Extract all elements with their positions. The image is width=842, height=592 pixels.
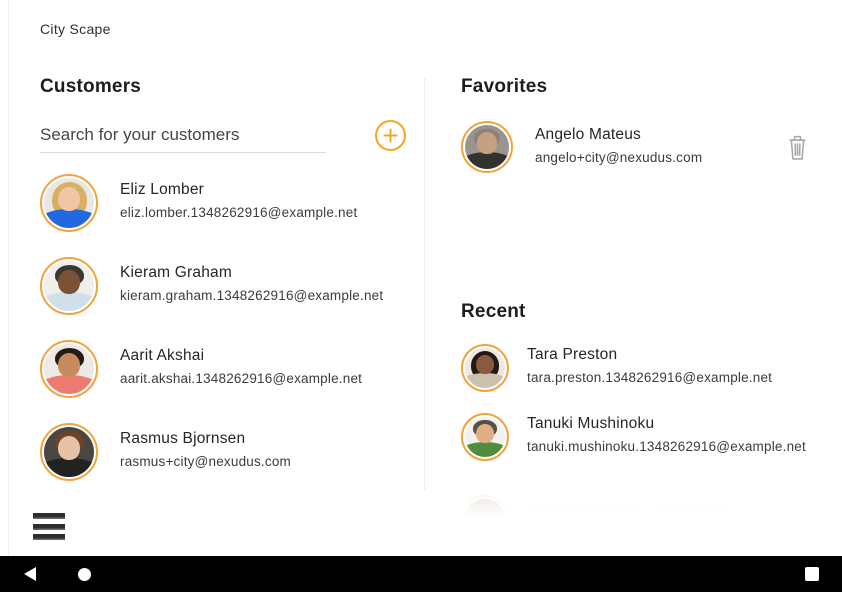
recent-email: tanuki.mushinoku.1348262916@example.net bbox=[527, 439, 806, 454]
home-button[interactable] bbox=[62, 556, 106, 592]
customer-list bbox=[40, 174, 396, 481]
overview-icon bbox=[805, 567, 819, 581]
customer-name: Rasmus Bjornsen bbox=[120, 430, 246, 447]
overview-button[interactable] bbox=[790, 556, 834, 592]
avatar bbox=[461, 413, 509, 461]
avatar bbox=[461, 121, 513, 173]
avatar bbox=[40, 174, 98, 232]
customer-name: Kieram Graham bbox=[120, 264, 232, 281]
customer-name: Aarit Akshai bbox=[120, 347, 205, 364]
customer-email: aarit.akshai.1348262916@example.net bbox=[120, 371, 363, 386]
customer-list-item[interactable] bbox=[40, 340, 396, 398]
trash-icon bbox=[787, 135, 808, 161]
faded-text bbox=[656, 504, 726, 511]
recent-list-item-cutoff[interactable] bbox=[461, 495, 810, 517]
customer-list-item[interactable] bbox=[40, 174, 396, 232]
customer-email: rasmus+city@nexudus.com bbox=[120, 454, 291, 469]
customer-list-item[interactable] bbox=[40, 423, 396, 481]
recent-list bbox=[461, 344, 810, 517]
avatar bbox=[40, 423, 98, 481]
avatar bbox=[40, 257, 98, 315]
favorite-name: Angelo Mateus bbox=[535, 126, 641, 143]
recent-name: Tanuki Mushinoku bbox=[527, 415, 655, 432]
favorite-email: angelo+city@nexudus.com bbox=[535, 150, 703, 165]
customer-email: kieram.graham.1348262916@example.net bbox=[120, 288, 384, 303]
column-divider bbox=[424, 78, 425, 490]
menu-button[interactable] bbox=[33, 513, 65, 540]
customers-section bbox=[40, 76, 396, 481]
delete-favorite-button[interactable] bbox=[785, 133, 810, 166]
customer-email: eliz.lomber.1348262916@example.net bbox=[120, 205, 358, 220]
avatar bbox=[461, 495, 509, 517]
recent-name: Tara Preston bbox=[527, 346, 618, 363]
customers-heading: Customers bbox=[40, 76, 142, 97]
app-title: City Scape bbox=[40, 21, 111, 37]
avatar bbox=[461, 344, 509, 392]
add-customer-button[interactable] bbox=[375, 120, 406, 151]
favorites-heading: Favorites bbox=[461, 76, 548, 97]
customer-search-input[interactable] bbox=[40, 117, 326, 153]
recent-email: tara.preston.1348262916@example.net bbox=[527, 370, 773, 385]
faded-text bbox=[531, 504, 641, 511]
recent-heading: Recent bbox=[461, 301, 526, 322]
back-icon bbox=[24, 567, 36, 581]
window-edge-line bbox=[8, 0, 9, 556]
customer-name: Eliz Lomber bbox=[120, 181, 205, 198]
recent-list-item[interactable] bbox=[461, 344, 810, 392]
favorite-list-item[interactable] bbox=[461, 121, 810, 173]
customer-search-row bbox=[40, 117, 396, 157]
favorites-recent-section bbox=[461, 76, 810, 517]
recent-list-item[interactable] bbox=[461, 413, 810, 461]
hamburger-icon bbox=[33, 513, 65, 519]
back-button[interactable] bbox=[8, 556, 52, 592]
plus-icon bbox=[383, 128, 398, 143]
home-icon bbox=[78, 568, 91, 581]
android-navbar bbox=[0, 556, 842, 592]
customer-list-item[interactable] bbox=[40, 257, 396, 315]
avatar bbox=[40, 340, 98, 398]
